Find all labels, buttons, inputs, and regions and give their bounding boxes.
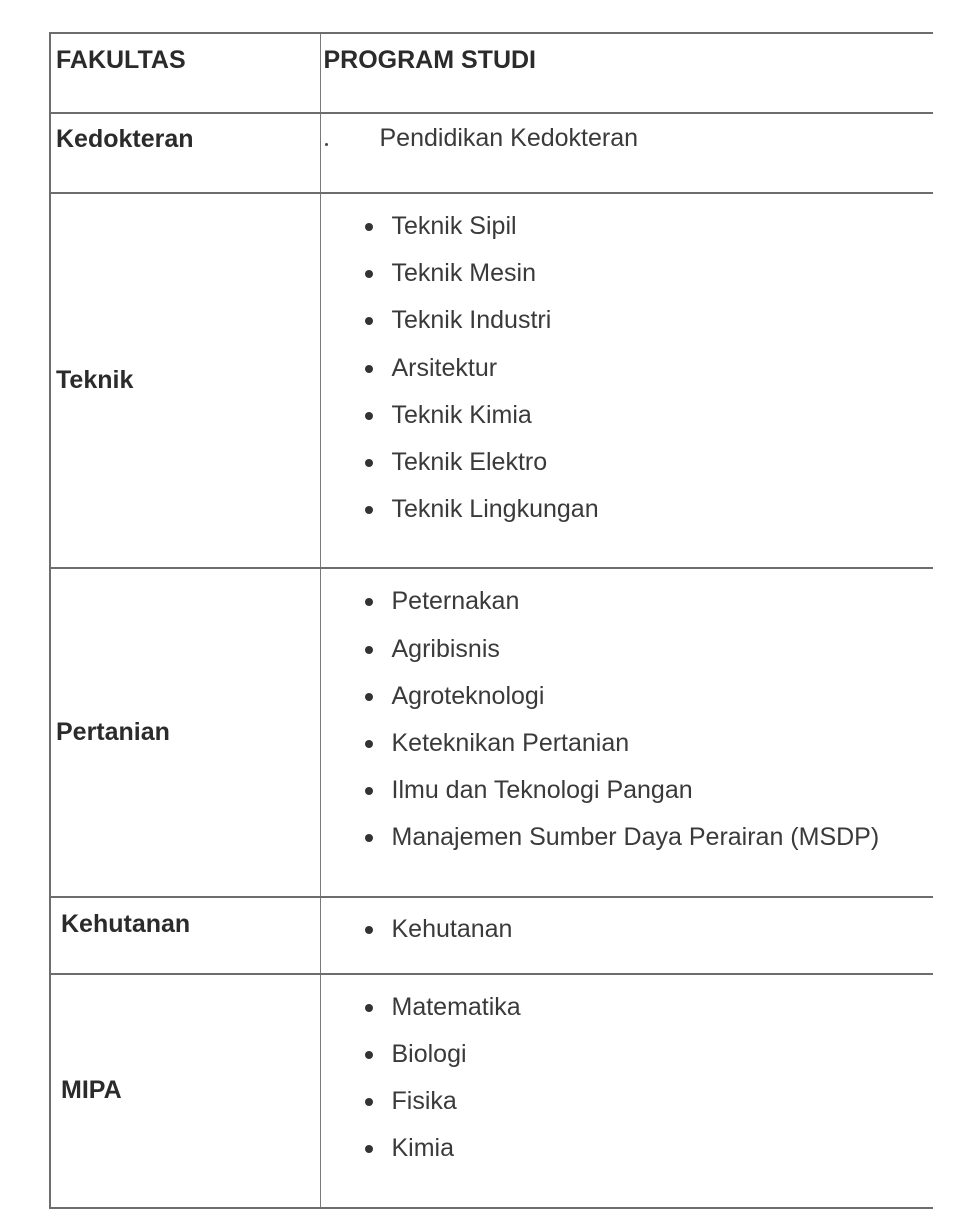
program-label: Peternakan [391,587,520,616]
program-item [365,814,934,861]
faculty-name: MIPA [61,1076,122,1105]
header-program-studi [320,33,933,113]
faculty-cell [50,974,320,1208]
program-list [321,975,934,1207]
program-list [321,569,934,895]
faculty-name: Kedokteran [56,125,194,153]
program-label: Manajemen Sumber Daya Perairan (MSDP) [391,823,880,852]
bullet-icon [365,506,373,514]
bullet-icon [365,1145,373,1153]
faculty-cell [50,568,320,896]
bullet-icon [365,270,373,278]
bullet-icon [365,926,373,934]
faculty-cell [50,897,320,974]
program-label: Teknik Lingkungan [391,495,599,524]
program-item [365,1078,934,1125]
program-label: Fisika [391,1087,457,1116]
program-item [365,439,934,486]
program-item [365,486,934,533]
program-label: Teknik Mesin [391,259,536,288]
bullet-icon [365,598,373,606]
bullet-icon [365,365,373,373]
program-item [365,906,934,953]
bullet-icon [365,1098,373,1106]
faculty-name: Teknik [56,366,134,395]
program-label: Agribisnis [391,634,500,663]
bullet-icon [365,1051,373,1059]
bullet-icon [365,317,373,325]
program-label: Teknik Elektro [391,448,548,477]
program-label: Teknik Sipil [391,212,517,240]
program-cell [320,897,933,974]
program-item [365,345,934,392]
program-label: Ilmu dan Teknologi Pangan [391,776,693,805]
program-label: Arsitektur [391,353,498,382]
program-item [365,720,934,767]
bullet-icon [365,693,373,701]
program-label: Kehutanan [391,914,513,943]
table-row [50,897,933,974]
bullet-icon [365,787,373,795]
program-label: Matematika [391,992,521,1021]
faculty-name: Kehutanan [61,909,191,938]
table-row [50,568,933,896]
program-list [321,114,934,192]
program-item [365,1031,934,1078]
program-label: Keteknikan Pertanian [391,729,630,758]
bullet-icon [365,412,373,420]
bullet-icon [365,834,373,842]
program-item [365,984,934,1031]
faculty-program-table [49,32,933,1209]
program-item: Pendidikan Kedokteran [379,124,639,152]
header-fakultas [50,33,320,113]
program-item [365,626,934,673]
program-list [321,898,934,973]
bullet-dot-icon [325,143,328,146]
faculty-cell [50,193,320,568]
program-item [365,673,934,720]
header-fakultas-label: FAKULTAS [56,46,186,74]
program-list [321,194,934,567]
program-item [365,392,934,439]
program-label: Kimia [391,1134,455,1163]
program-label: Agroteknologi [391,681,545,710]
faculty-name: Pertanian [56,718,170,747]
table-row [50,974,933,1208]
table-row [50,193,933,568]
bullet-icon [365,740,373,748]
faculty-program-table-wrapper [49,32,932,1209]
table-header-row [50,33,933,113]
bullet-icon [365,223,373,231]
program-cell [320,974,933,1208]
bullet-icon [365,646,373,654]
program-item [365,297,934,344]
program-cell [320,568,933,896]
bullet-icon [365,459,373,467]
program-item [365,767,934,814]
table-row [50,113,933,193]
program-item [365,203,934,250]
program-label: Teknik Kimia [391,400,532,429]
bullet-icon [365,1004,373,1012]
program-cell [320,193,933,568]
program-item [365,578,934,625]
program-label: Biologi [391,1040,467,1069]
program-label: Teknik Industri [391,306,552,335]
header-program-studi-label: PROGRAM STUDI [323,46,536,74]
program-item [365,250,934,297]
faculty-cell [50,113,320,193]
program-cell [320,113,933,193]
program-item [365,1125,934,1172]
